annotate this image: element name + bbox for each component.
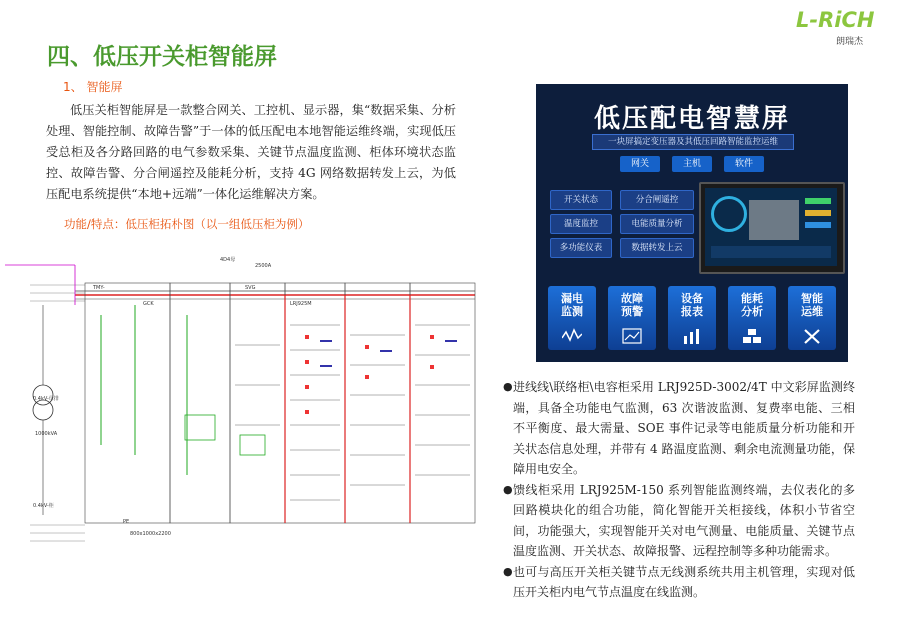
logo-subtitle: 朗瑞杰: [836, 37, 864, 47]
diagram-label: 800x1000x2200: [130, 531, 171, 537]
product-title: 低压配电智慧屏: [593, 104, 790, 134]
feature-power-quality: 电能质量分析: [620, 214, 694, 234]
chip-gateway: 网关: [620, 156, 660, 172]
diagram-label: GCK: [143, 301, 154, 307]
product-showcase-panel: [536, 84, 848, 362]
page-title: 四、低压开关柜智能屏: [47, 44, 277, 70]
diagram-label: LRJ925M: [290, 301, 312, 307]
tile-device-report: 设备 报表: [668, 286, 716, 350]
feature-temperature: 温度监控: [550, 214, 612, 234]
diagram-label: TMY-: [93, 285, 105, 291]
diagram-label: 1000kVA: [35, 431, 58, 437]
feature-switch-status: 开关状态: [550, 190, 612, 210]
company-logo: [796, 8, 876, 48]
feature-multi-meter: 多功能仪表: [550, 238, 612, 258]
chart-icon: [622, 328, 642, 344]
logo-mark: L-RiCH: [796, 8, 875, 32]
diagram-label: 4D4母: [220, 257, 236, 263]
wave-icon: [562, 328, 582, 344]
bullet-item: ● 也可与高压开关柜关键节点无线测系统共用主机管理，实现对低压开关柜内电气节点温度在线监测。: [503, 564, 855, 599]
switchgear-topology-diagram: [5, 245, 490, 563]
diagram-label: 0.4kV-柜: [33, 503, 54, 509]
device-screen: [699, 182, 845, 274]
tools-icon: [802, 328, 822, 344]
bars-icon: [682, 328, 702, 344]
diagram-label: 2500A: [255, 263, 272, 269]
tile-leakage-monitor: 漏电 监测: [548, 286, 596, 350]
diagram-label: 0.4kV-母排: [33, 396, 59, 402]
bullet-item: ● 馈线柜采用 LRJ925M-150 系列智能监测终端，去仪表化的多回路模块化的组合功能，简化智能开关柜接线，体积小节省空间，功能强大，实现智能开关对电气测量、电能质量、关键节点温度监测、开关状态、故障报警、远程控制等多种功能需求。: [503, 482, 855, 558]
cubes-icon: [742, 328, 762, 344]
diagram-label: PE: [123, 519, 130, 525]
product-banner: 一块屏搞定变压器及其低压回路智能监控运维: [592, 134, 794, 150]
feature-cloud-forward: 数据转发上云: [620, 238, 694, 258]
feature-remote-control: 分合闸遥控: [620, 190, 694, 210]
feature-bullet-list: [503, 377, 855, 603]
diagram-title: 功能/特点：低压柜拓朴图（以一组低压柜为例）: [64, 217, 310, 231]
diagram-label: SVG: [245, 285, 256, 291]
tile-energy-analysis: 能耗 分析: [728, 286, 776, 350]
tile-fault-warning: 故障 预警: [608, 286, 656, 350]
tile-smart-maintenance: 智能 运维: [788, 286, 836, 350]
chip-software: 软件: [724, 156, 764, 172]
intro-paragraph: 低压关柜智能屏是一款整合网关、工控机、显示器，集“数据采集、分析处理、智能控制、故障告警”于一体的低压配电本地智能运维终端，实现低压受总柜及各分路回路的电气参数采集、关键节点温度监测、柜体环境状态监控、故障告警、分合闸遥控及能耗分析，支持 4G 网络数据转发上云，为低压配电系统提供“本地+远端”一体化运维解决方案。: [46, 103, 456, 201]
chip-host: 主机: [672, 156, 712, 172]
bullet-item: ● 进线线\联络柜\电容柜采用 LRJ925D-3002/4T 中文彩屏监测终端，具备全功能电气监测，63 次谐波监测、复费率电能、三相不平衡度、最大需量、SOE 事件记录等电能质量分析功能和开关状态信息处理，并带有 4 路温度监测、剩余电流测量功能，保障用电安全。: [503, 380, 855, 476]
section-subtitle: 1、 智能屏: [63, 80, 123, 94]
